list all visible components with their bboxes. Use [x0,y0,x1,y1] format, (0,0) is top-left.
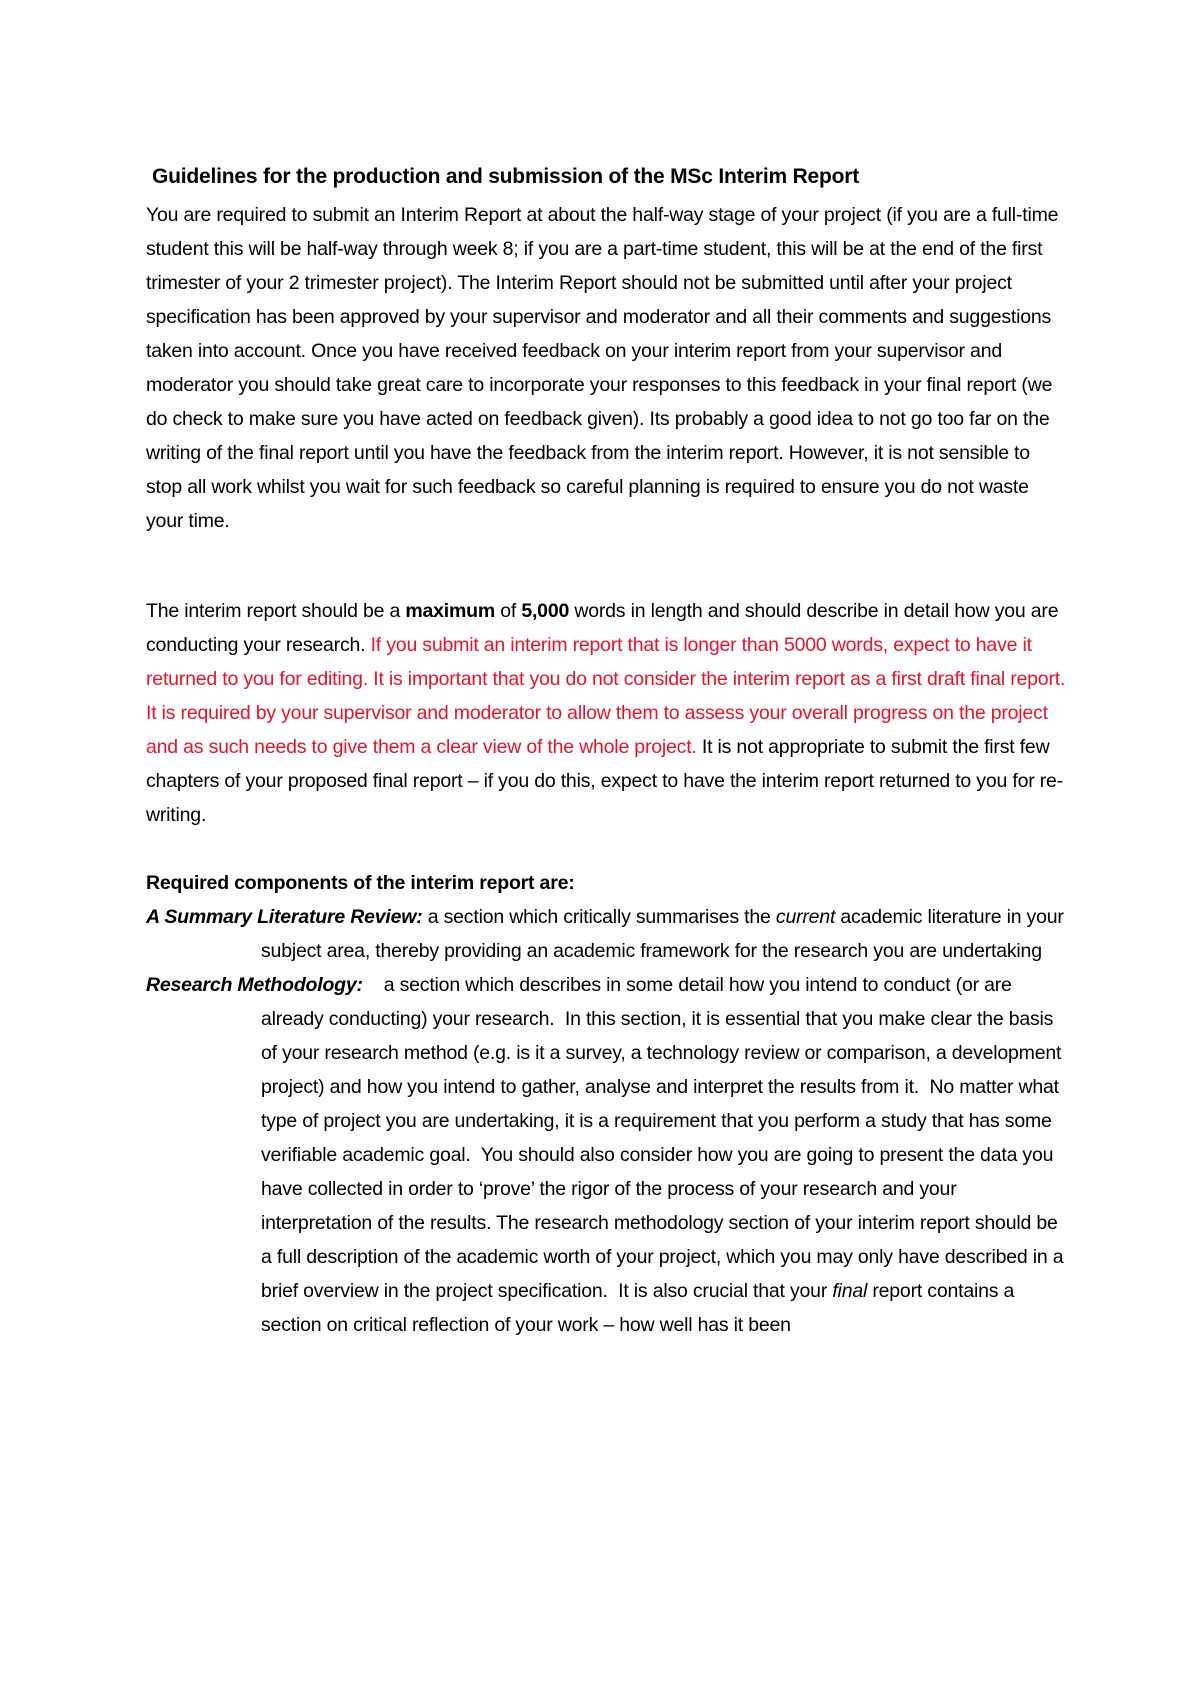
methodology-emphasis: final [832,1280,868,1302]
methodology-text-1: a section which describes in some detail how you intend to conduct (or are already conducting) your research. In this section, it is essential that you make clear the basis of your research method (e.g. is it a survey, a technology review or comparison, a development project) and how you intend to gather, analyse and interpret the results from it. No matter what type of project you are undertaking, it is a requirement that you perform a study that has some verifiable academic goal. You should also consider how you are going to present the data you have collected in order to ‘prove’ the rigor of the process of your research and your interpretation of the results. The research methodology section of your interim report should be a full description of the academic worth of your project, which you may only have described in a brief overview in the project specification. It is also crucial that your [261,974,1069,1302]
intro-paragraph: You are required to submit an Interim Report at about the half-way stage of your project (if you are a full-time student this will be half-way through week 8; if you are a part-time student, this will be at the end of the first trimester of your 2 trimester project). The Interim Report should not be submitted until after your project specification has been approved by your supervisor and moderator and all their comments and suggestions taken into account. Once you have received feedback on your interim report from your supervisor and moderator you should take great care to incorporate your responses to this feedback in your final report (we do check to make sure you have acted on feedback given). Its probably a good idea to not go too far on the writing of the final report until you have the feedback from the interim report. However, it is not sensible to stop all work whilst you wait for such feedback so careful planning is required to ensure you do not waste your time. [146,204,1059,532]
spacer [146,832,1066,866]
lit-review-item [146,900,1066,968]
methodology-item [146,968,1069,1342]
length-text-4: It is not appropriate to submit the first few chapters of your proposed final report – if you do this, expect to have the interim report returned to you for re-writing. [146,736,1063,826]
lit-review-label: A Summary Literature Review: [146,906,423,928]
spacer [146,538,1066,594]
components-heading: Required components of the interim report are: [146,872,575,894]
word-count: 5,000 [521,600,570,622]
methodology-label: Research Methodology: [146,974,363,996]
methodology-text-2: report contains a section on critical reflection of your work – how well has it been [261,1280,1015,1336]
length-text-1: The interim report should be a [146,600,406,622]
length-text-3: words in length and should describe in detail how you are conducting your research. [146,600,1059,656]
lit-review-emphasis: current [775,906,836,928]
maximum-word: maximum [405,600,495,622]
document-title: Guidelines for the production and submission of the MSc Interim Report [152,165,860,188]
lit-review-text-2: academic literature in your subject area, thereby providing an academic framework for the research you are undertaking [261,906,1064,962]
length-warning: If you submit an interim report that is longer than 5000 words, expect to have it returned to you for editing. It is important that you do not consider the interim report as a first draft final report. It is required by your supervisor and moderator to allow them to assess your overall progress on the project and as such needs to give them a clear view of the whole project. [146,634,1066,758]
length-text-2: of [495,600,522,622]
length-paragraph [146,594,1066,832]
lit-review-text-1: a section which critically summarises the [422,906,776,928]
document-page [146,160,1069,1342]
